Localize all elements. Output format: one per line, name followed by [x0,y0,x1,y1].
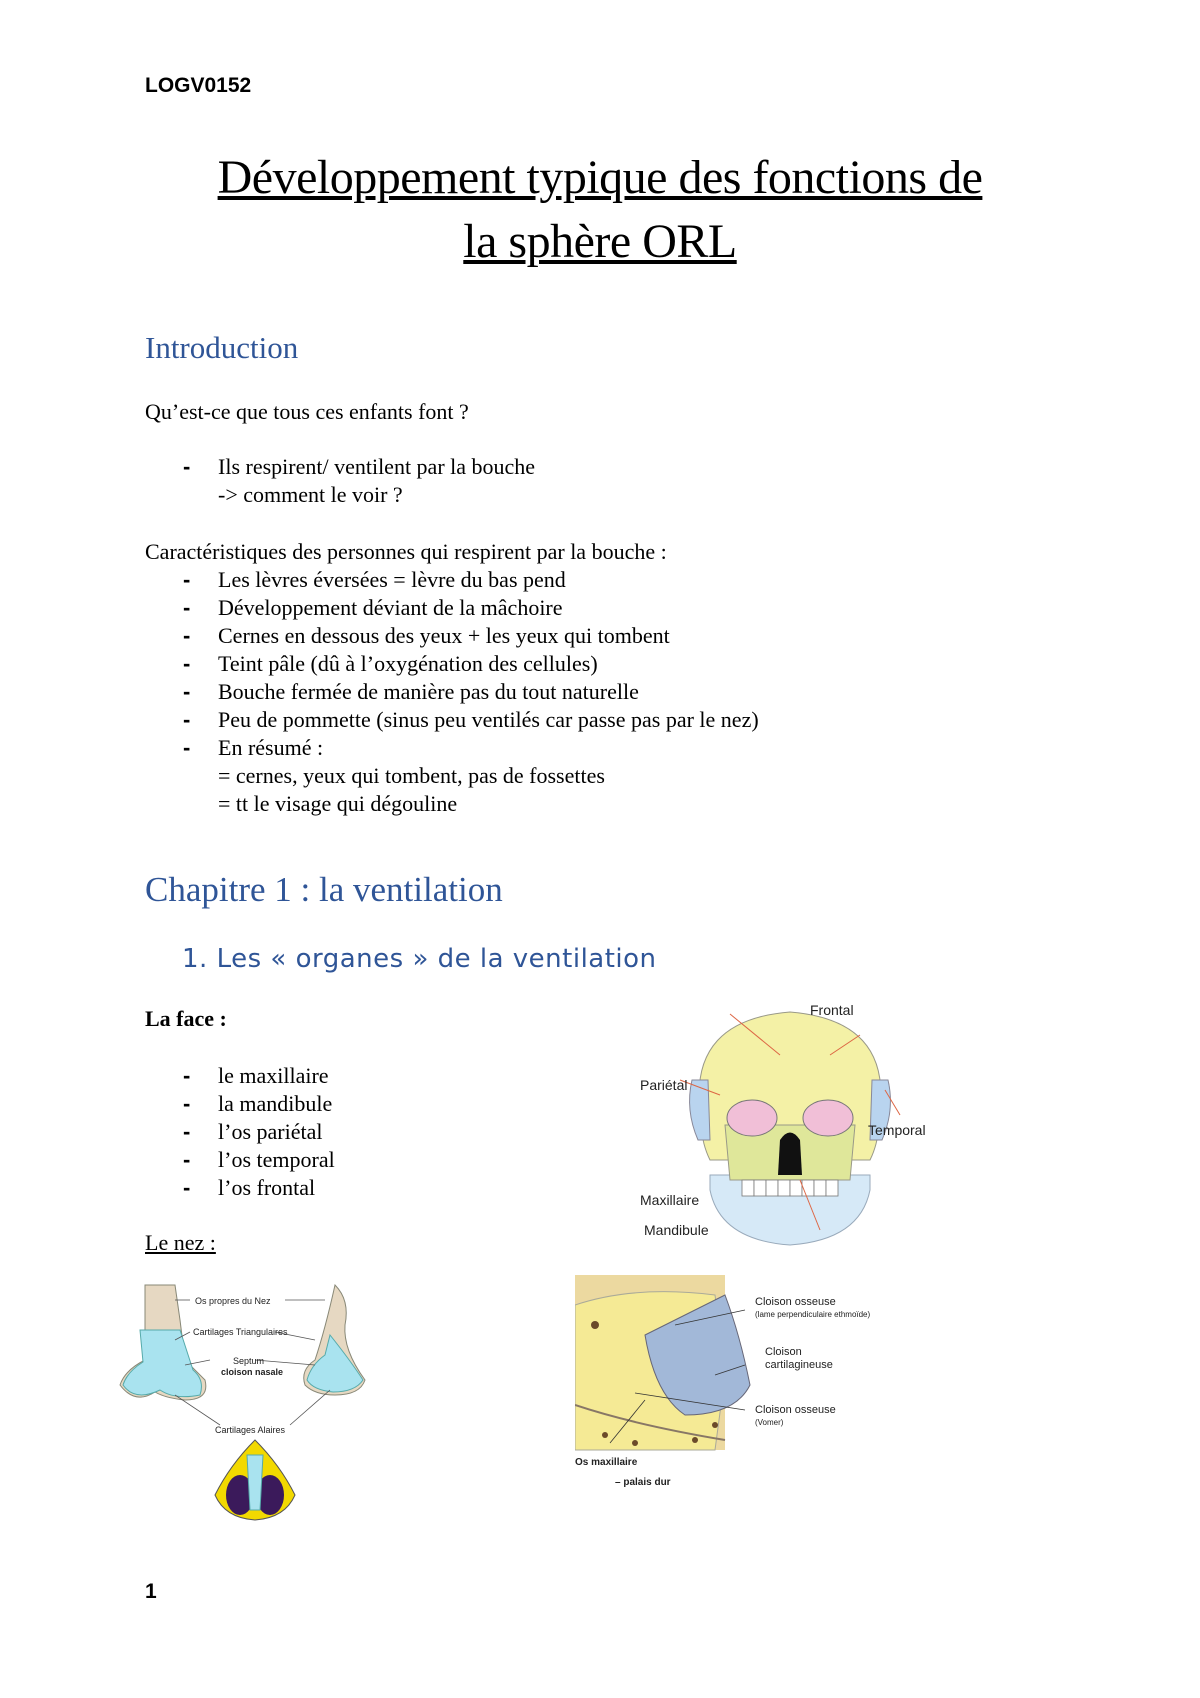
nasal-cavity [778,1133,802,1176]
nez-label: Le nez : [145,1230,216,1255]
label-os-maxillaire: Os maxillaire [575,1457,638,1468]
nose-front-cartilage [123,1330,201,1397]
face-label: La face : [145,1006,227,1031]
summary-line-2: = tt le visage qui dégouline [218,791,458,816]
list-item: - le maxillaire [183,1063,329,1088]
label-palais-dur: – palais dur [615,1477,671,1488]
intro-bullet-block [145,453,1045,509]
label-cartilages-alaires: Cartilages Alaires [215,1425,286,1435]
list-item: - l’os pariétal [183,1119,323,1144]
label-lame: (lame perpendiculaire ethmoïde) [755,1310,871,1319]
chapter-1-heading: Chapitre 1 : la ventilation [145,870,503,909]
characteristics-block [145,566,1045,818]
bullet-continuation: -> comment le voir ? [218,482,403,507]
list-item: - Peu de pommette (sinus peu ventilés car passe pas par le nez) [183,707,759,732]
orbit-right [803,1100,853,1136]
characteristics-title: Caractéristiques des personnes qui respirent par la bouche : [145,539,667,564]
septum-diagram [575,1275,915,1495]
teeth [742,1180,838,1196]
label-os-propres: Os propres du Nez [195,1296,271,1306]
label-frontal: Frontal [810,1002,854,1018]
label-cloison-nasale: cloison nasale [221,1367,284,1377]
label-cartilagineuse: cartilagineuse [765,1359,833,1371]
list-item: - En résumé : [183,735,324,760]
label-mandibule: Mandibule [644,1222,709,1238]
intro-question: Qu’est-ce que tous ces enfants font ? [145,399,469,424]
characteristics-list [145,566,1045,762]
label-vomer: (Vomer) [755,1418,784,1427]
nose-diagram [115,1280,395,1530]
list-item: - Ils respirent/ ventilent par la bouche [183,454,536,479]
label-temporal: Temporal [868,1122,926,1138]
list-item: - la mandibule [183,1091,333,1116]
title-line-1: Développement typique des fonctions de [217,151,983,204]
list-item: - l’os frontal [183,1175,316,1200]
intro-bullet-list [145,453,1045,481]
section-1-heading: 1. Les « organes » de la ventilation [182,944,657,974]
page-number: 1 [145,1580,157,1603]
face-list [145,1062,545,1202]
label-cloison-osseuse-2: Cloison osseuse [755,1404,836,1416]
label-parietal: Pariétal [640,1077,688,1093]
list-item: - l’os temporal [183,1147,335,1172]
list-item: - Cernes en dessous des yeux + les yeux qui tombent [183,623,670,648]
nose-septum-bottom [247,1455,263,1510]
orbit-left [727,1100,777,1136]
skull-diagram [630,1000,950,1250]
title-line-2: la sphère ORL [463,215,737,268]
label-cloison-osseuse: Cloison osseuse [755,1296,836,1308]
list-item: - Teint pâle (dû à l’oxygénation des cellules) [183,651,598,676]
document-code: LOGV0152 [145,74,252,97]
document-title [120,146,1080,274]
list-item: - Les lèvres éversées = lèvre du bas pend [183,567,566,592]
list-item: - Bouche fermée de manière pas du tout naturelle [183,679,639,704]
label-septum: Septum [233,1356,265,1366]
temporal-left-shape [690,1080,710,1140]
label-cloison: Cloison [765,1346,802,1358]
label-maxillaire: Maxillaire [640,1192,700,1208]
label-cartilages-triangulaires: Cartilages Triangulaires [193,1327,288,1337]
intro-heading: Introduction [145,330,299,365]
list-item: - Développement déviant de la mâchoire [183,595,563,620]
face-block [145,1062,545,1202]
summary-line-1: = cernes, yeux qui tombent, pas de fossettes [218,763,605,788]
